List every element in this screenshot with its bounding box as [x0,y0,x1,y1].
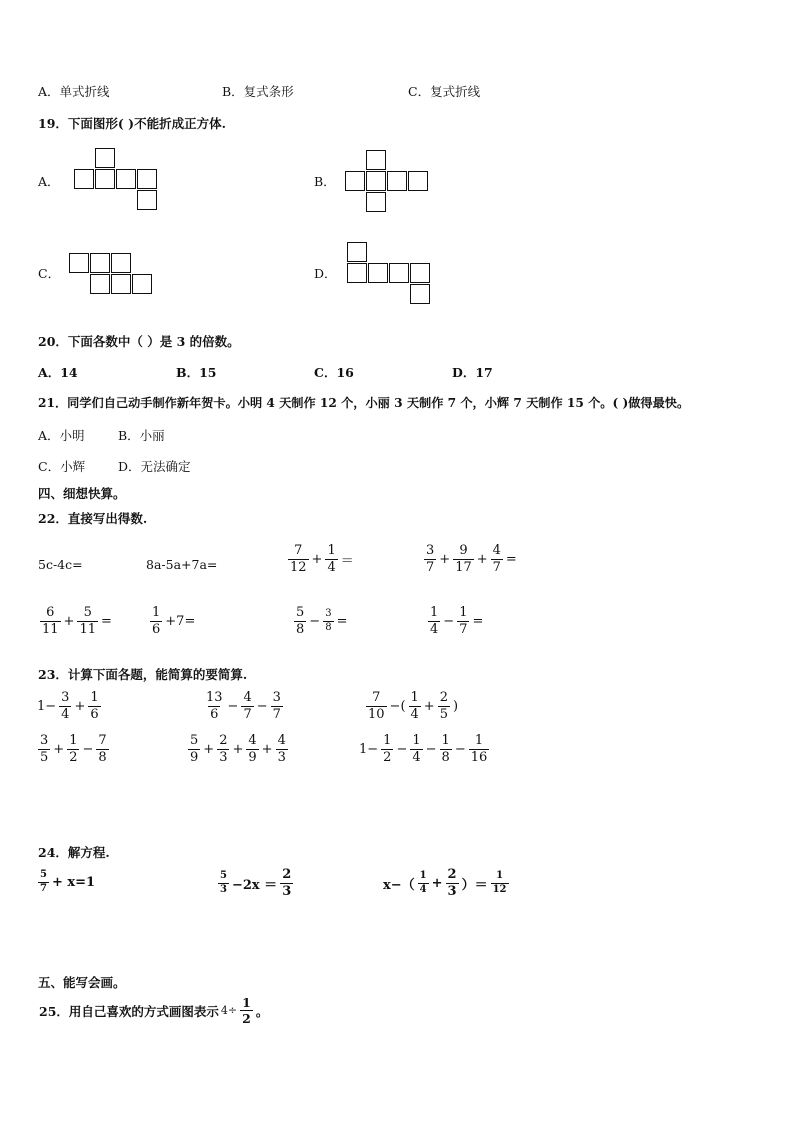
net-square [366,192,386,212]
net-square [111,274,131,294]
net-square [132,274,152,294]
q23-stem: 23．计算下面各题，能简算的要简算. [38,667,248,682]
net-square [366,150,386,170]
net-square [90,274,110,294]
q25-stem: 25．用自己喜欢的方式画图表示 4÷ $\frac{1}{2}$ 。 [39,995,269,1027]
q19-net-d[interactable] [347,242,437,308]
q23-expr-3: $\frac{7}{10}$ −( $\frac{1}{4}$ + $\frac{2}{5}$ ) [368,690,459,722]
q19-stem: 19．下面图形( )不能折成正方体. [38,116,226,131]
section-5-title: 五、能写会画。 [38,975,126,990]
q22-stem: 22．直接写出得数. [38,511,148,526]
net-square [95,169,115,189]
net-square [137,169,157,189]
q23-expr-5: $\frac{5}{9}$ + $\frac{2}{3}$ + $\frac{4}{9}$ + $\frac{4}{3}$ [190,733,286,765]
net-square [90,253,110,273]
q23-expr-1: 1− $\frac{3}{4}$ + $\frac{1}{6}$ [37,690,99,722]
net-square [347,242,367,262]
q21-option-a[interactable]: A．小明 [38,428,85,443]
net-square [347,263,367,283]
q22-expr-2: 8a-5a+7a= [146,557,218,572]
q20-stem: 20．下面各数中（ ）是 3 的倍数。 [38,334,240,349]
net-square [116,169,136,189]
q21-option-b[interactable]: B．小丽 [118,428,165,443]
q20-option-b[interactable]: B．15 [176,365,217,380]
net-square [345,171,365,191]
q18-option-b[interactable]: B．复式条形 [222,84,294,99]
q19-label-d: D． [314,266,337,281]
q23-expr-2: $\frac{13}{6}$ − $\frac{4}{7}$ − $\frac{3}{7}$ [206,690,281,722]
q20-option-a[interactable]: A．14 [38,365,78,380]
q19-label-b: B． [314,174,336,189]
net-square [389,263,409,283]
net-square [410,263,430,283]
q21-option-c[interactable]: C．小辉 [38,459,86,474]
net-square [368,263,388,283]
q22-expr-5: $\frac{6}{11}$ + $\frac{5}{11}$ = [42,605,112,637]
section-4-title: 四、细想快算。 [38,486,126,501]
q23-expr-4: $\frac{3}{5}$ + $\frac{1}{2}$ − $\frac{7}{8}$ [40,733,107,765]
net-square [69,253,89,273]
q22-expr-7: $\frac{5}{8}$ − $\frac{3}{8}$ = [296,605,348,637]
q22-expr-6: $\frac{1}{6}$ +7= [152,605,196,637]
q18-option-a[interactable]: A．单式折线 [38,84,110,99]
q21-stem: 21．同学们自己动手制作新年贺卡。小明 4 天制作 12 个，小丽 3 天制作 7 个，小辉 7 天制作 15 个。( )做得最快。 [38,396,690,410]
q20-option-d[interactable]: D．17 [452,365,493,380]
q19-net-b[interactable] [345,150,431,214]
net-square [111,253,131,273]
net-square [387,171,407,191]
q21-option-d[interactable]: D．无法确定 [118,459,191,474]
q24-stem: 24．解方程. [38,845,110,860]
net-square [366,171,386,191]
net-square [74,169,94,189]
q19-net-c[interactable] [69,253,159,297]
net-square [95,148,115,168]
q19-label-c: C． [38,266,61,281]
q19-label-a: A． [38,174,60,189]
q24-equation-1: $\frac{5}{7}$ + x=1 [40,869,96,894]
q24-equation-2: $\frac{5}{3}$ −2x ＝ $\frac{2}{3}$ [220,867,292,899]
q23-expr-6: 1− $\frac{1}{2}$ − $\frac{1}{4}$ − $\frac{1}{8}$ − $\frac{1}{16}$ [359,733,488,765]
net-square [137,190,157,210]
q22-expr-1: 5c-4c= [38,557,83,572]
q20-option-c[interactable]: C．16 [314,365,354,380]
q18-option-c[interactable]: C．复式折线 [408,84,481,99]
q22-expr-8: $\frac{1}{4}$ − $\frac{1}{7}$ = [430,605,484,637]
net-square [408,171,428,191]
q22-expr-4: $\frac{3}{7}$ + $\frac{9}{17}$ + $\frac{4}{7}$ = [426,543,517,575]
net-square [410,284,430,304]
q22-expr-3: $\frac{7}{12}$ + $\frac{1}{4}$ ＝ [290,543,354,575]
q19-net-a[interactable] [74,148,160,212]
q24-equation-3: x−（ $\frac{1}{4}$ + $\frac{2}{3}$ ）＝ $\frac{1}{12}$ [383,867,507,899]
